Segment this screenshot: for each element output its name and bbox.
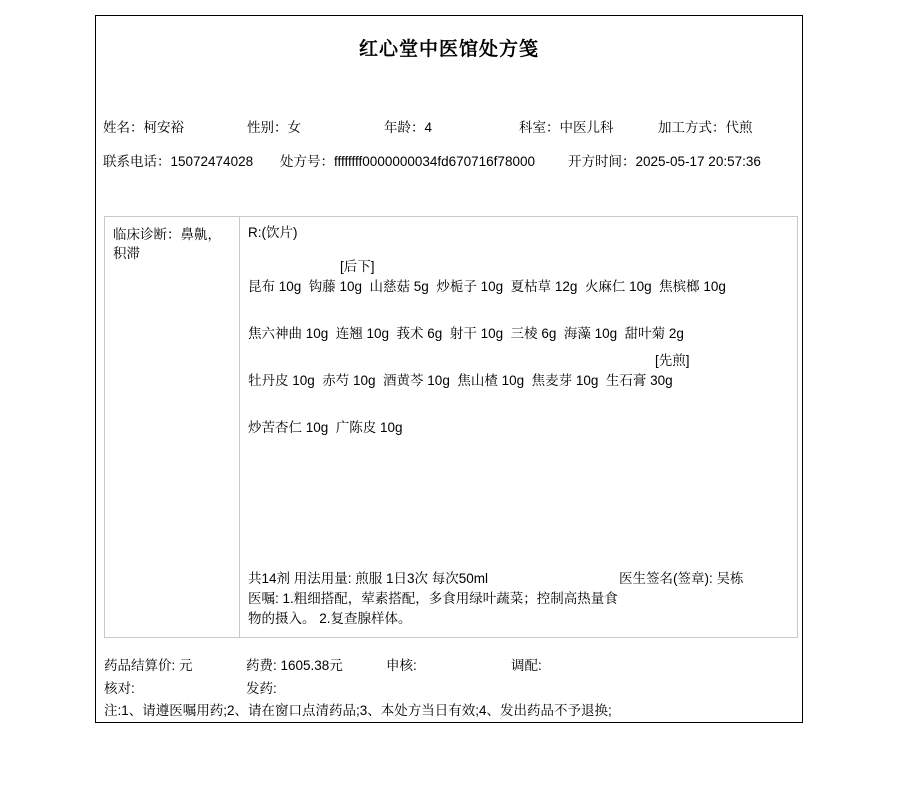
review-field: 申核: (386, 658, 417, 673)
prescription-time-field: 开方时间：2025-05-17 20:57:36 (568, 154, 761, 169)
herb-line-group (248, 344, 789, 391)
decoction-annotation: [后下] (340, 259, 375, 274)
dispense-field: 发药: (246, 681, 277, 696)
department-field: 科室：中医儿科 (519, 120, 614, 135)
herb-lines (248, 250, 789, 438)
herb-line: 焦六神曲 10g 连翘 10g 莪术 6g 射干 10g 三棱 6g 海藻 10g 甜叶菊 2g (248, 326, 684, 341)
settlement-price-field: 药品结算价: 元 (104, 658, 193, 673)
rx-header: R:(饮片) (248, 225, 298, 240)
processing-method-field: 加工方式：代煎 (658, 120, 753, 135)
diagnosis-column (105, 217, 240, 637)
page-title: 红心堂中医馆处方笺 (358, 39, 539, 60)
page-border (95, 15, 803, 723)
patient-name-field: 姓名：柯安裕 (103, 120, 184, 135)
phone-field: 联系电话：15072474028 (103, 154, 254, 169)
herb-line: 炒苦杏仁 10g 广陈皮 10g (248, 420, 403, 435)
decoction-annotation: [先煎] (655, 353, 690, 368)
doctor-signature: 医生签名(签章): 吴栋 (619, 571, 744, 586)
rx-column (240, 217, 797, 637)
medicine-fee-field: 药费: 1605.38元 (246, 658, 343, 673)
prescription-number-field: 处方号：ffffffff0000000034fd670716f78000 (280, 154, 535, 169)
herb-line: 牡丹皮 10g 赤芍 10g 酒黄芩 10g 焦山楂 10g 焦麦芽 10g 生石膏 30g (248, 373, 673, 388)
patient-age-field: 年龄：4 (384, 120, 433, 135)
herb-line-group (248, 391, 789, 438)
herb-line-group (248, 250, 789, 297)
notes-text: 注:1、请遵医嘱用药;2、请在窗口点清药品;3、本处方当日有效;4、发出药品不予退换; (104, 703, 612, 718)
rx-bottom-block (248, 569, 789, 629)
medical-advice: 医嘱: 1.粗细搭配，荤素搭配，多食用绿叶蔬菜；控制高热量食物的摄入。 2.复查腺样体。 (248, 591, 618, 626)
patient-gender-field: 性别：女 (247, 120, 301, 135)
herb-line: 昆布 10g 钩藤 10g 山慈菇 5g 炒栀子 10g 夏枯草 12g 火麻仁 10g 焦槟榔 10g (248, 279, 726, 294)
clinical-diagnosis-text: 临床诊断：鼻鼽，积滞 (113, 227, 221, 261)
herb-line-group (248, 297, 789, 344)
prescription-box (104, 216, 798, 638)
check-field: 核对: (104, 681, 135, 696)
compound-field: 调配: (511, 658, 542, 673)
dosage-summary: 共14剂 用法用量: 煎服 1日3次 每次50ml (248, 571, 489, 586)
